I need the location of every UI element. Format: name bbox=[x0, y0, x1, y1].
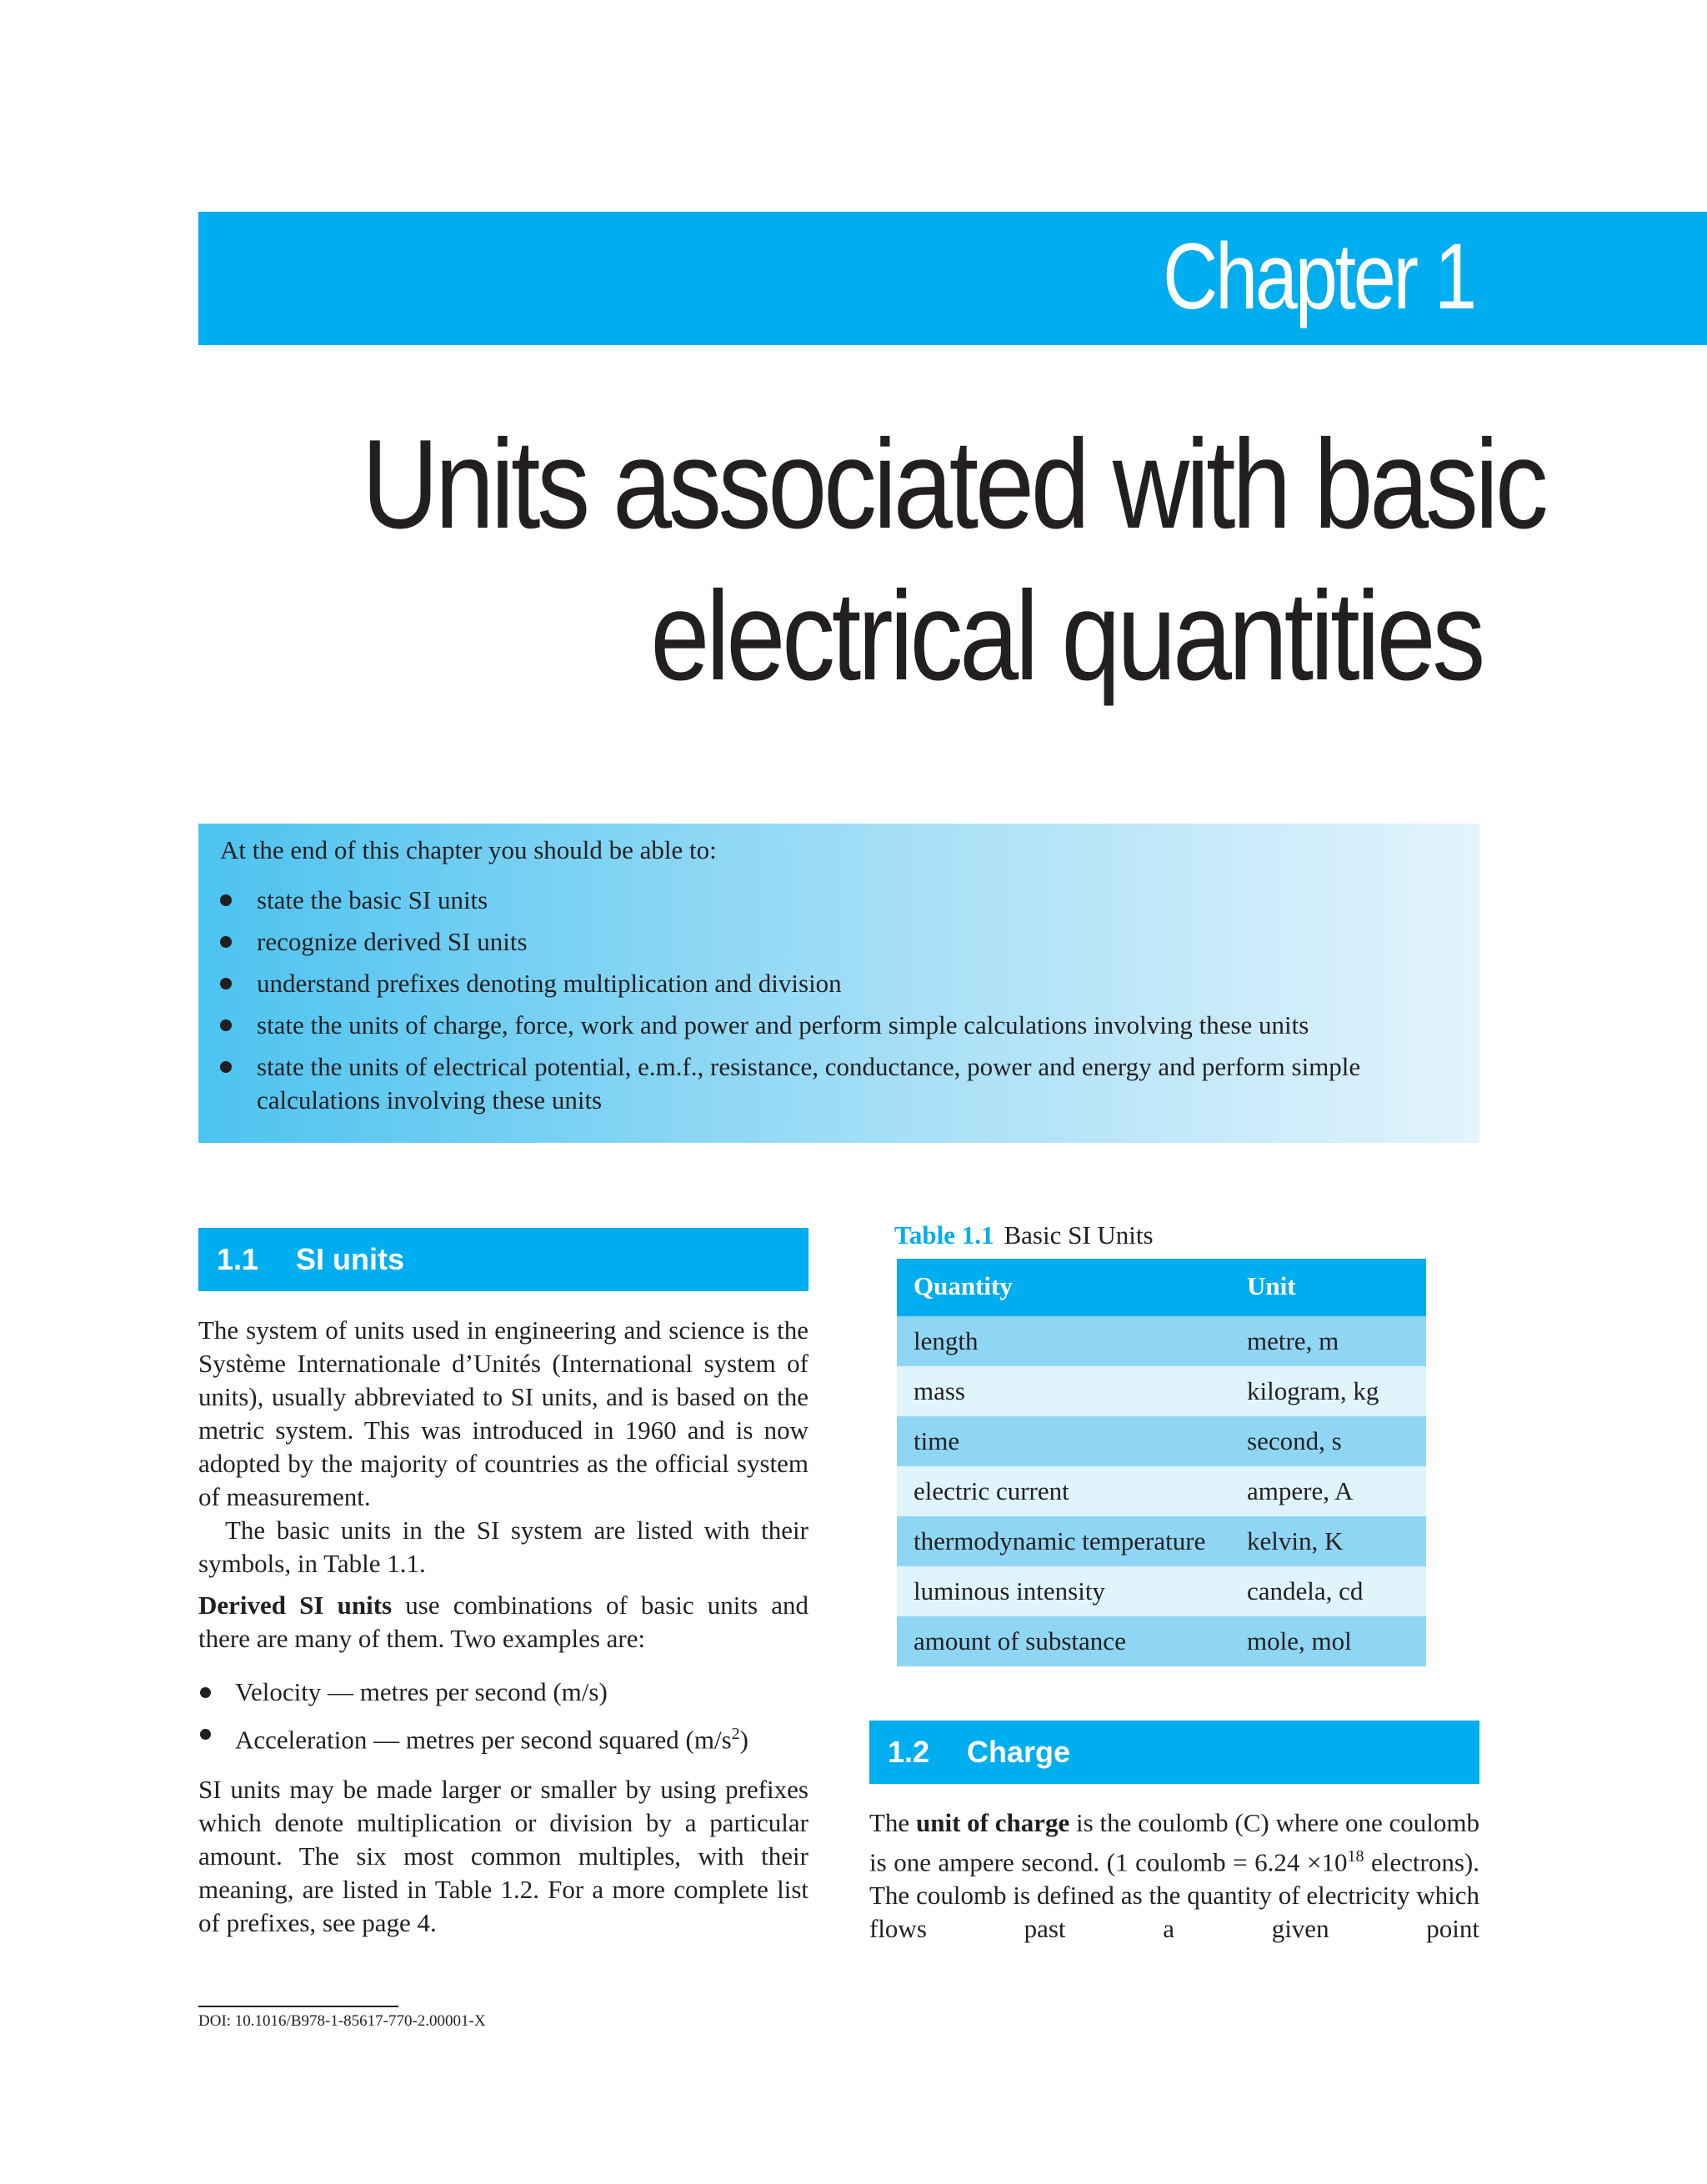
objective-item: state the basic SI units bbox=[220, 884, 1454, 917]
doi-footnote: DOI: 10.1016/B978-1-85617-770-2.00001-X bbox=[198, 2012, 486, 2030]
table-cell: electric current bbox=[914, 1476, 1069, 1505]
table-cell: length bbox=[914, 1326, 979, 1355]
bold-term: unit of charge bbox=[915, 1808, 1070, 1837]
chapter-title-line-2: electrical quantities bbox=[650, 565, 1482, 707]
column-header-quantity: Quantity bbox=[914, 1271, 1013, 1300]
learning-objectives-box bbox=[198, 824, 1479, 1143]
objectives-intro: At the end of this chapter you should be able to: bbox=[220, 835, 717, 864]
section-title: Charge bbox=[967, 1735, 1071, 1769]
table-cell: kelvin, K bbox=[1247, 1526, 1344, 1555]
paragraph: The basic units in the SI system are listed with their symbols, in Table 1.1. bbox=[198, 1515, 808, 1578]
bullet-icon bbox=[200, 1687, 211, 1698]
bullet-icon bbox=[200, 1729, 211, 1740]
table-caption-text: Basic SI Units bbox=[1004, 1220, 1154, 1250]
table-cell: thermodynamic temperature bbox=[914, 1526, 1206, 1555]
table-cell: luminous intensity bbox=[914, 1576, 1105, 1605]
table-cell: amount of substance bbox=[914, 1626, 1126, 1656]
paragraph: The unit of charge is the coulomb (C) where one coulomb is one ampere second. (1 coulomb = $6.24 \times 10^{18}$ electrons). The coulomb is defined as the quantity of electricity which flows past a given point bbox=[869, 1808, 1479, 1944]
example-item: Acceleration — metres per second squared $(m/s^2)$ bbox=[198, 1717, 808, 1756]
examples-list bbox=[198, 1676, 808, 1756]
table-row bbox=[897, 1616, 1426, 1666]
table-cell: mole, mol bbox=[1247, 1626, 1352, 1656]
chapter-label: Chapter 1 bbox=[1163, 224, 1474, 328]
bold-term: Derived SI units bbox=[198, 1590, 393, 1620]
paragraph: SI units may be made larger or smaller by using prefixes which denote multiplication or division by a particular amount. The six most common multiples, with their meaning, are listed in Table 1.2. For a more complete list of prefixes, see page 4. bbox=[198, 1775, 808, 1938]
basic-si-units-table bbox=[897, 1259, 1426, 1666]
objective-item: understand prefixes denoting multiplication and division bbox=[220, 967, 1454, 1000]
table-cell: time bbox=[914, 1426, 960, 1455]
chapter-title bbox=[148, 408, 1545, 712]
table-row bbox=[897, 1566, 1426, 1616]
section-number: 1.1 bbox=[217, 1242, 259, 1276]
section-title: SI units bbox=[296, 1242, 405, 1276]
footnote-rule bbox=[198, 2006, 398, 2007]
table-row bbox=[897, 1316, 1426, 1366]
column-header-unit: Unit bbox=[1247, 1271, 1296, 1300]
table-label: Table 1.1 bbox=[894, 1220, 994, 1250]
bullet-icon bbox=[220, 978, 232, 989]
example-item: Velocity — metres per second (m/s) bbox=[198, 1676, 808, 1709]
objective-item: state the units of charge, force, work and power and perform simple calculations involving these units bbox=[220, 1009, 1454, 1042]
bullet-icon bbox=[220, 894, 232, 906]
table-cell: mass bbox=[914, 1376, 965, 1405]
chapter-title-line-1: Units associated with basic bbox=[362, 413, 1545, 555]
table-cell: candela, cd bbox=[1247, 1576, 1364, 1605]
objective-item: recognize derived SI units bbox=[220, 925, 1454, 959]
table-header-row bbox=[897, 1259, 1426, 1316]
table-cell: second, s bbox=[1247, 1426, 1342, 1455]
table-row bbox=[897, 1416, 1426, 1466]
table-cell: kilogram, kg bbox=[1247, 1376, 1379, 1405]
table-row bbox=[897, 1466, 1426, 1516]
section-heading-charge bbox=[869, 1721, 1479, 1784]
section-1-1-body bbox=[198, 1314, 808, 1940]
section-number: 1.2 bbox=[888, 1735, 930, 1769]
objectives-list bbox=[220, 884, 1454, 1117]
table-row bbox=[897, 1366, 1426, 1416]
bullet-icon bbox=[220, 936, 232, 948]
objective-item: state the units of electrical potential, e.m.f., resistance, conductance, power and energy and perform simple calculations involving these units bbox=[220, 1050, 1454, 1117]
section-1-2-body bbox=[869, 1806, 1479, 1946]
table-cell: ampere, A bbox=[1247, 1476, 1354, 1505]
chapter-banner bbox=[198, 212, 1707, 345]
paragraph: Derived SI units use combinations of basic units and there are many of them. Two examples are: bbox=[198, 1590, 808, 1653]
paragraph: The system of units used in engineering and science is the Système Internationale d’Unités (International system of units), usually abbreviated to SI units, and is based on the metric system. This was introduced in 1960 and is now adopted by the majority of countries as the official system of measurement. bbox=[198, 1315, 808, 1511]
bullet-icon bbox=[220, 1061, 232, 1073]
bullet-icon bbox=[220, 1019, 232, 1031]
section-heading-si-units bbox=[198, 1228, 808, 1291]
table-row bbox=[897, 1516, 1426, 1566]
table-caption bbox=[894, 1219, 1154, 1252]
table-cell: metre, m bbox=[1247, 1326, 1339, 1355]
